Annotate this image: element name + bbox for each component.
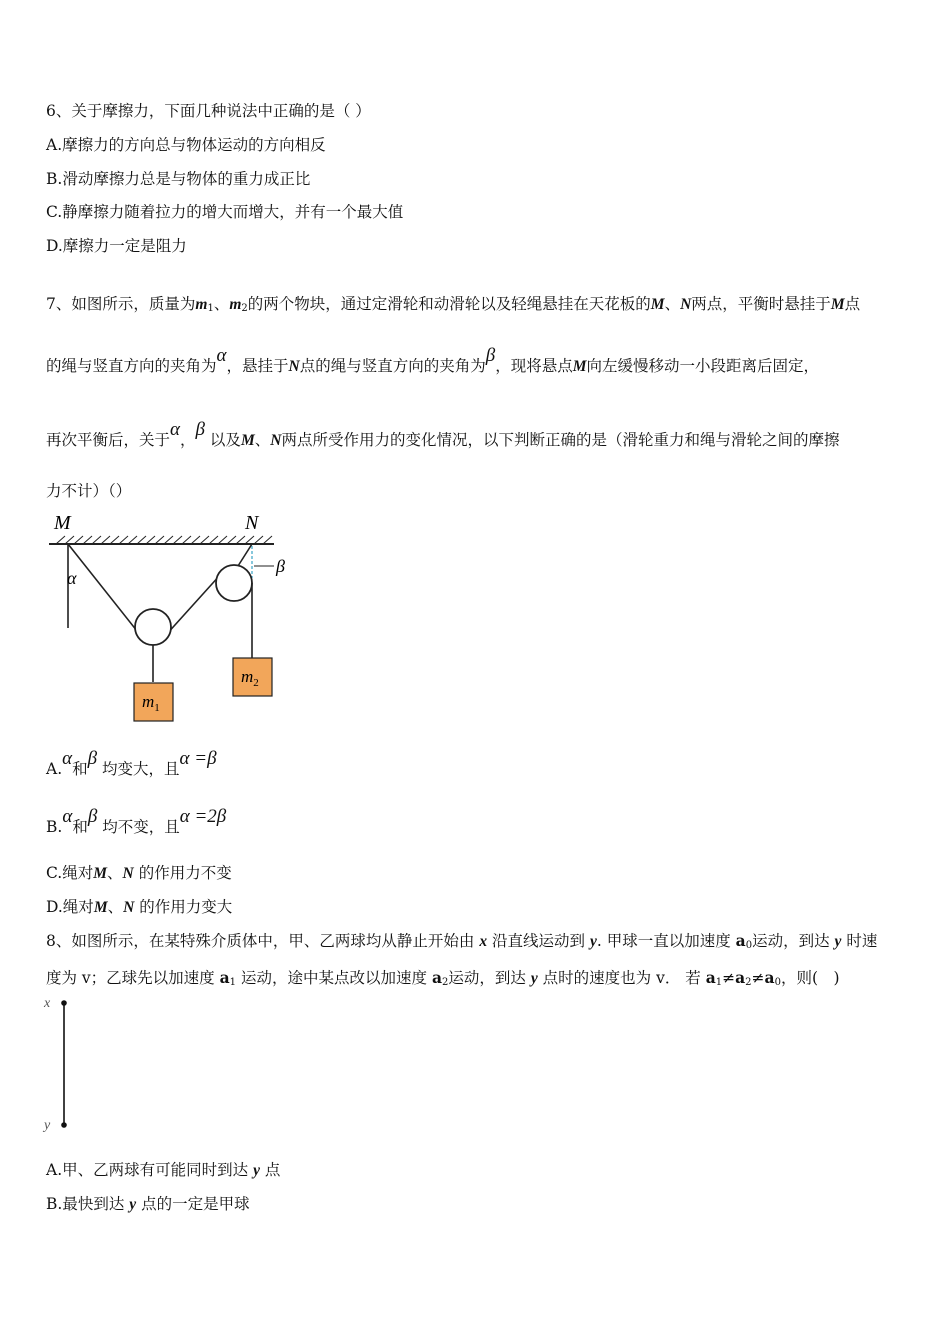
moving-pulley	[135, 609, 171, 645]
q8-option-b: B.最快到达 y 点的一定是甲球	[46, 1195, 250, 1213]
q7-stem-line-2: 的绳与竖直方向的夹角为α，悬挂于N点的绳与竖直方向的夹角为β，现将悬点M向左缓慢移动一小段距离后固定，	[46, 345, 820, 375]
q7-stem-line-4: 力不计）（）	[46, 482, 132, 500]
rope-m-to-pulley	[68, 544, 141, 636]
q8-stem-line-2: 度为 v；乙球先以加速度 $a_1$ 运动，途中某点改以加速度 $a_2$运动，到达 y 点时的速度也为 v． 若 $a_1\ne a_2\ne a_0$，则( )	[46, 968, 840, 988]
q8-stem-line-1: 8、如图所示，在某特殊介质体中，甲、乙两球均从静止开始由 x 沿直线运动到 y. 甲球一直以加速度 $a_0$运动，到达 y 时速	[46, 931, 878, 951]
ceiling-hatching	[56, 536, 272, 544]
rope-n-to-fixed	[238, 544, 252, 566]
q7-stem-line-3: 再次平衡后，关于α，β 以及M、N两点所受作用力的变化情况，以下判断正确的是（滑轮重力和绳与滑轮之间的摩擦	[46, 419, 840, 449]
q7-stem-line-1: 7、如图所示，质量为$m_1$、$m_2$的两个物块，通过定滑轮和动滑轮以及轻绳悬挂在天花板的M、N两点，平衡时悬挂于M点	[46, 295, 861, 314]
label-x: x	[44, 996, 51, 1011]
label-n: N	[245, 512, 259, 534]
rope-pulley-to-fixed	[165, 574, 221, 636]
label-m: M	[54, 512, 71, 534]
label-beta: β	[276, 556, 285, 576]
q7-option-b: B.α和β 均不变，且α =2β	[46, 806, 227, 836]
label-m2: $m_2$	[241, 667, 259, 689]
q7-option-c: C.绳对M、N 的作用力不变	[46, 864, 232, 882]
q8-option-a: A.甲、乙两球有可能同时到达 y 点	[46, 1161, 281, 1179]
q6-option-b: B.滑动摩擦力总是与物体的重力成正比	[46, 170, 311, 188]
q6-option-c: C.静摩擦力随着拉力的增大而增大，并有一个最大值	[46, 203, 404, 221]
xy-path-diagram	[40, 993, 80, 1133]
label-alpha: α	[67, 568, 77, 588]
point-y	[61, 1122, 67, 1128]
label-m1: $m_1$	[142, 692, 160, 714]
q7-option-d: D.绳对M、N 的作用力变大	[46, 898, 233, 916]
q6-option-a: A.摩擦力的方向总与物体运动的方向相反	[46, 136, 326, 154]
q7-option-a: A.α和β 均变大，且α =β	[46, 748, 217, 778]
pulley-diagram	[46, 508, 306, 728]
label-y: y	[44, 1118, 51, 1133]
fixed-pulley	[216, 565, 252, 601]
q6-option-d: D.摩擦力一定是阻力	[46, 237, 187, 255]
q6-stem: 6、关于摩擦力，下面几种说法中正确的是（ ）	[46, 102, 371, 120]
